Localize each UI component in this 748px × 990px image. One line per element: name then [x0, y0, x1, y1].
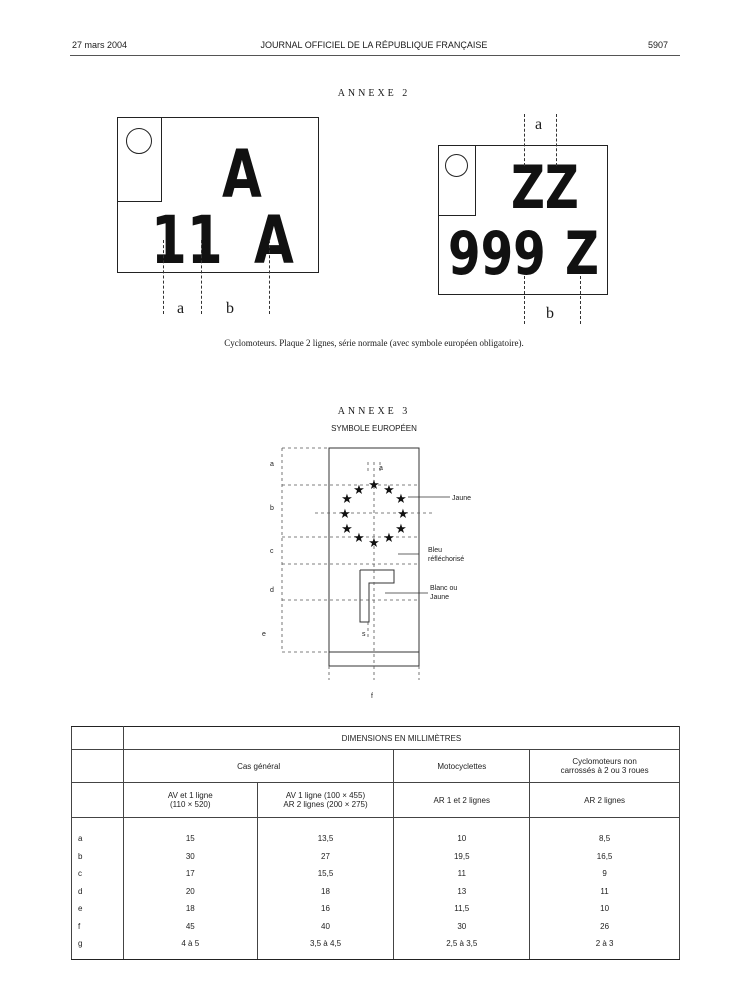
star-icon: ★: [341, 491, 353, 506]
star-icon: ★: [397, 506, 409, 521]
table-cell: 9: [530, 865, 680, 883]
subhead-av-1-ligne: [123, 783, 257, 818]
table-cell: 10: [394, 830, 530, 848]
group-cas-general: Cas général: [123, 750, 393, 783]
table-cell: 11: [394, 865, 530, 883]
table-row: [72, 865, 680, 883]
star-circle: [339, 477, 409, 550]
star-icon: ★: [383, 530, 395, 545]
group-motocyclettes: Motocyclettes: [394, 750, 530, 783]
table-cell: 2,5 à 3,5: [394, 935, 530, 953]
header-page-number: 5907: [648, 40, 669, 50]
dim-label-c: c: [270, 548, 274, 555]
row-label: e: [72, 900, 124, 918]
table-cell: 45: [123, 918, 257, 936]
table-cell: 2 à 3: [530, 935, 680, 953]
star-icon: ★: [383, 482, 395, 497]
plate2-line2-left-text: 999: [448, 219, 546, 289]
subhead-c1-line1: AV et 1 ligne: [167, 791, 213, 800]
table-cell: 19,5: [394, 848, 530, 866]
row-label: b: [72, 848, 124, 866]
star-icon: ★: [353, 482, 365, 497]
table-cell: 40: [257, 918, 394, 936]
dim-label-b: b: [270, 505, 274, 512]
callout-bleu-2: réfléchorisé: [428, 556, 465, 563]
callout-lines: [385, 497, 450, 593]
dim-label-a: a: [270, 461, 274, 468]
plate2-line1-text: ZZ: [511, 153, 579, 223]
star-icon: ★: [341, 521, 353, 536]
table-cell: 27: [257, 848, 394, 866]
plate1-label-b: b: [226, 300, 234, 317]
subhead-av-ar: [257, 783, 394, 818]
table-cell: 4 à 5: [123, 935, 257, 953]
plate1-line2-left-text: 11: [151, 202, 223, 279]
subhead-ar-2: AR 2 lignes: [530, 783, 680, 818]
star-icon: ★: [368, 535, 380, 550]
annexe2-caption: Cyclomoteurs. Plaque 2 lignes, série normale (avec symbole européen obligatoire).: [224, 338, 524, 348]
header-date: 27 mars 2004: [72, 40, 128, 50]
table-body: [72, 830, 680, 953]
callout-blanc-2: Jaune: [430, 594, 450, 601]
header-journal: JOURNAL OFFICIEL DE LA RÉPUBLIQUE FRANÇAISE: [260, 40, 488, 50]
annexe3-subtitle: SYMBOLE EUROPÉEN: [331, 424, 417, 433]
dim-label-d: d: [270, 587, 274, 594]
table-cell: 20: [123, 883, 257, 901]
table-cell: 11: [530, 883, 680, 901]
annexe2-title: ANNEXE 2: [337, 88, 411, 99]
group-cyclo-line1: Cyclomoteurs non: [572, 757, 637, 766]
table-row: [72, 883, 680, 901]
table-cell: 16,5: [530, 848, 680, 866]
row-label: c: [72, 865, 124, 883]
dimensions-table: [71, 726, 680, 960]
plate2-label-b: b: [546, 305, 554, 322]
empty-cell: [72, 750, 124, 783]
table-cell: 30: [123, 848, 257, 866]
table-cell: 3,5 à 4,5: [257, 935, 394, 953]
star-icon: ★: [339, 506, 351, 521]
table-cell: 15,5: [257, 865, 394, 883]
subhead-ar-1-2: AR 1 et 2 lignes: [394, 783, 530, 818]
dim-label-e: e: [262, 631, 266, 638]
plate2-label-a: a: [535, 116, 543, 133]
table-cell: 13,5: [257, 830, 394, 848]
annexe3-title: ANNEXE 3: [337, 406, 411, 417]
row-label: g: [72, 935, 124, 953]
table-cell: 18: [257, 883, 394, 901]
plate2-line2-right-text: Z: [565, 219, 599, 289]
empty-cell: [72, 783, 124, 818]
table-cell: 15: [123, 830, 257, 848]
plate1-line2-right-text: A: [254, 202, 294, 279]
subhead-c2-line1: AV 1 ligne (100 × 455): [285, 791, 366, 800]
table-row: [72, 830, 680, 848]
table-row: [72, 848, 680, 866]
corner-cell: [72, 727, 124, 750]
table-cell: 30: [394, 918, 530, 936]
table-row: [72, 935, 680, 953]
star-icon: ★: [395, 491, 407, 506]
dim-label-f: f: [371, 693, 373, 700]
group-cyclo-line2: carrossés à 2 ou 3 roues: [560, 766, 649, 775]
plate1-label-a: a: [177, 300, 185, 317]
callout-bleu-1: Bleu: [428, 547, 443, 554]
row-label: d: [72, 883, 124, 901]
table-row: [72, 900, 680, 918]
dim-label-top-a: a: [379, 465, 383, 472]
table-cell: 18: [123, 900, 257, 918]
table-cell: 10: [530, 900, 680, 918]
row-label: f: [72, 918, 124, 936]
subhead-c2-line2: AR 2 lignes (200 × 275): [283, 800, 368, 809]
group-cyclomoteurs: [530, 750, 680, 783]
callout-jaune: Jaune: [452, 495, 472, 502]
letter-outline: [360, 570, 394, 622]
plate1-line1-text: A: [222, 136, 262, 213]
star-icon: ★: [395, 521, 407, 536]
table-cell: 13: [394, 883, 530, 901]
table-cell: 26: [530, 918, 680, 936]
table-cell: 8,5: [530, 830, 680, 848]
subhead-c1-line2: (110 × 520): [170, 800, 211, 809]
table-row: [72, 918, 680, 936]
dim-label-s: s: [362, 631, 366, 638]
table-cell: 11,5: [394, 900, 530, 918]
star-icon: ★: [368, 477, 380, 492]
callout-blanc-1: Blanc ou: [430, 585, 458, 592]
star-icon: ★: [353, 530, 365, 545]
table-cell: 17: [123, 865, 257, 883]
row-label: a: [72, 830, 124, 848]
table-title: DIMENSIONS EN MILLIMÈTRES: [123, 727, 679, 750]
table-cell: 16: [257, 900, 394, 918]
